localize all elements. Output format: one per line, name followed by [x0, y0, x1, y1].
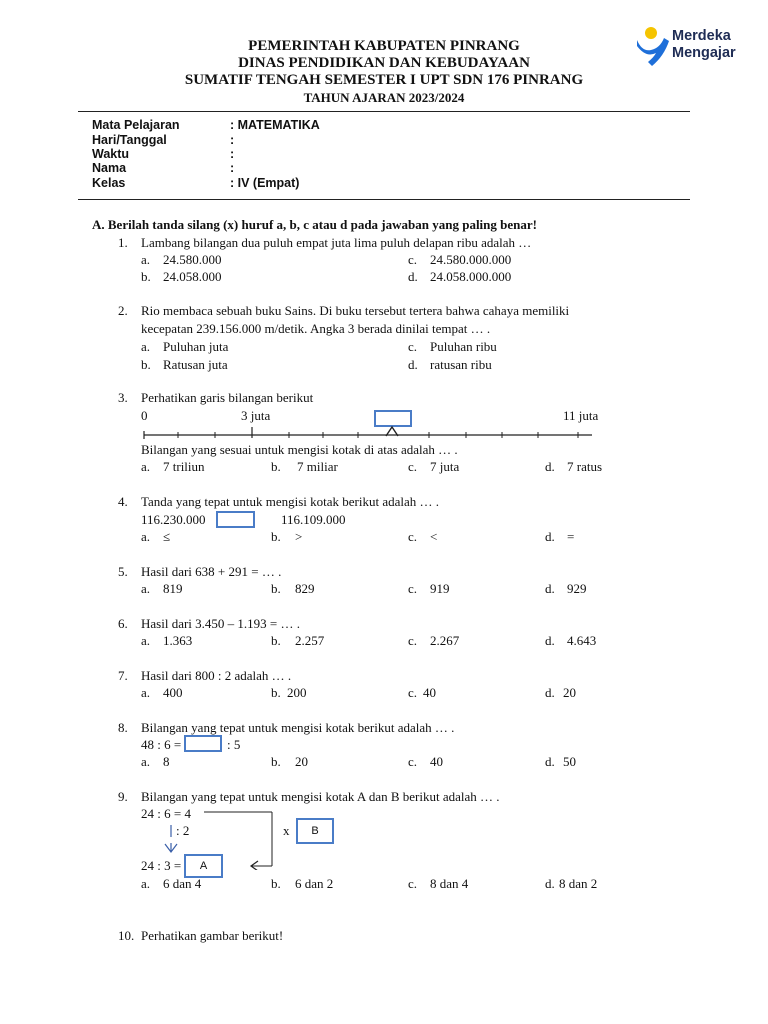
equation-answer-box: [184, 735, 222, 752]
option-letter: a.: [141, 529, 151, 544]
section-title: A. Berilah tanda silang (x) huruf a, b, c atau d pada jawaban yang paling benar!: [92, 217, 537, 232]
option-letter: c.: [408, 581, 418, 596]
option-letter: c.: [408, 459, 418, 474]
equation-divisor: : 2: [176, 823, 190, 838]
option-text: 40: [423, 685, 436, 700]
question-text: Lambang bilangan dua puluh empat juta lima puluh delapan ribu adalah …: [141, 235, 532, 250]
option-letter: a.: [141, 459, 151, 474]
question-text: Perhatikan gambar berikut!: [141, 928, 284, 943]
option-letter: a.: [141, 876, 151, 891]
option-text: 6 dan 4: [163, 876, 202, 891]
option-letter: c.: [408, 339, 418, 354]
option-letter: d.: [545, 876, 555, 891]
option-text: Ratusan juta: [163, 357, 228, 372]
answer-box-a-label: A: [199, 860, 208, 872]
option-letter: c.: [408, 685, 418, 700]
option-letter: b.: [271, 876, 281, 891]
option-letter: b.: [271, 529, 281, 544]
option-text: 50: [563, 754, 576, 769]
option-letter: b.: [271, 754, 281, 769]
option-text: 20: [563, 685, 576, 700]
question-number: 3.: [118, 390, 128, 405]
option-letter: d.: [408, 269, 418, 284]
option-letter: d.: [545, 685, 555, 700]
answer-box-b-label: B: [311, 825, 319, 837]
option-letter: c.: [408, 252, 418, 267]
question-text: Rio membaca sebuah buku Sains. Di buku tersebut tertera bahwa cahaya memiliki: [141, 303, 570, 318]
option-text: 929: [567, 581, 587, 596]
comparison-right-value: 116.109.000: [281, 512, 346, 527]
question-text: Perhatikan garis bilangan berikut: [141, 390, 314, 405]
option-letter: a.: [141, 252, 151, 267]
option-text: 819: [163, 581, 183, 596]
option-text: 7 ratus: [567, 459, 603, 474]
equation-first: 24 : 6 = 4: [141, 806, 191, 821]
option-text: 8: [163, 754, 170, 769]
option-text: 2.257: [295, 633, 325, 648]
option-letter: b.: [271, 459, 281, 474]
option-letter: b.: [271, 581, 281, 596]
question-number: 6.: [118, 616, 128, 631]
option-text: 20: [295, 754, 308, 769]
header-divider-top: [78, 111, 690, 112]
option-letter: d.: [545, 754, 555, 769]
logo-text-mengajar: Mengajar: [672, 45, 736, 61]
option-letter: c.: [408, 633, 418, 648]
option-text: Puluhan ribu: [430, 339, 497, 354]
info-label-date: Hari/Tanggal: [92, 133, 167, 147]
option-letter: a.: [141, 339, 151, 354]
equation-left: 48 : 6 =: [141, 737, 182, 752]
header-line-2: DINAS PENDIDIKAN DAN KEBUDAYAAN: [238, 55, 530, 71]
option-text: 7 juta: [430, 459, 460, 474]
option-letter: a.: [141, 685, 151, 700]
info-label-class: Kelas: [92, 176, 126, 190]
question-text: Bilangan yang tepat untuk mengisi kotak A dan B berikut adalah … .: [141, 789, 500, 804]
answer-box-b: [296, 818, 334, 844]
info-label-time: Waktu: [92, 147, 130, 161]
option-text: 400: [163, 685, 183, 700]
option-text: =: [567, 529, 575, 544]
option-text: 8 dan 4: [430, 876, 469, 891]
question-number: 1.: [118, 235, 128, 250]
option-letter: a.: [141, 633, 151, 648]
option-text: 1.363: [163, 633, 193, 648]
header-divider-bottom: [78, 199, 690, 200]
info-value-date: :: [230, 133, 235, 147]
question-number: 8.: [118, 720, 128, 735]
option-letter: c.: [408, 529, 418, 544]
info-value-time: :: [230, 147, 235, 161]
option-letter: d.: [545, 633, 555, 648]
question-number: 2.: [118, 303, 128, 318]
option-text: 2.267: [430, 633, 460, 648]
info-value-name: :: [230, 161, 235, 175]
question-number: 10.: [118, 928, 135, 943]
option-text: 7 triliun: [163, 459, 205, 474]
option-text: ratusan ribu: [430, 357, 492, 372]
option-letter: d.: [545, 529, 555, 544]
option-text: 8 dan 2: [559, 876, 598, 891]
question-number: 7.: [118, 668, 128, 683]
header-line-1: PEMERINTAH KABUPATEN PINRANG: [248, 38, 520, 54]
option-text: 6 dan 2: [295, 876, 334, 891]
option-text: 7 miliar: [297, 459, 338, 474]
option-text: 24.058.000.000: [430, 269, 512, 284]
option-text: <: [430, 529, 438, 544]
merdeka-mengajar-logo-icon: [634, 26, 670, 68]
question-text: Bilangan yang tepat untuk mengisi kotak berikut adalah … .: [141, 720, 455, 735]
equation-right: : 5: [227, 737, 241, 752]
question-text-line-2: Bilangan yang sesuai untuk mengisi kotak di atas adalah … .: [141, 442, 458, 457]
number-line-label-start: 0: [141, 408, 148, 423]
option-letter: b.: [271, 685, 281, 700]
diagram-arrows: [160, 810, 280, 870]
option-text: >: [295, 529, 303, 544]
info-value-subject: : MATEMATIKA: [230, 118, 320, 132]
option-letter: c.: [408, 876, 418, 891]
header-line-4: TAHUN AJARAN 2023/2024: [303, 90, 465, 105]
question-text: Tanda yang tepat untuk mengisi kotak berikut adalah … .: [141, 494, 440, 509]
question-text: Hasil dari 638 + 291 = … .: [141, 564, 282, 579]
option-letter: d.: [545, 581, 555, 596]
comparison-left-value: 116.230.000: [141, 512, 206, 527]
option-text: 24.580.000.000: [430, 252, 512, 267]
option-letter: b.: [141, 269, 151, 284]
option-text: 4.643: [567, 633, 597, 648]
comparison-answer-box: [216, 511, 255, 528]
number-line-label-mid: 3 juta: [241, 408, 271, 423]
info-label-name: Nama: [92, 161, 127, 175]
option-text: ≤: [163, 529, 171, 544]
equation-second: 24 : 3 =: [141, 858, 182, 873]
question-text-line-2: kecepatan 239.156.000 m/detik. Angka 3 berada dinilai tempat … .: [141, 321, 491, 336]
option-letter: a.: [141, 581, 151, 596]
option-letter: d.: [408, 357, 418, 372]
question-text: Hasil dari 3.450 – 1.193 = … .: [141, 616, 300, 631]
option-text: 829: [295, 581, 315, 596]
number-line: [140, 422, 600, 444]
option-letter: b.: [271, 633, 281, 648]
question-number: 5.: [118, 564, 128, 579]
number-line-label-end: 11 juta: [563, 408, 599, 423]
option-text: 919: [430, 581, 450, 596]
question-text: Hasil dari 800 : 2 adalah … .: [141, 668, 292, 683]
question-number: 9.: [118, 789, 128, 804]
option-text: 200: [287, 685, 307, 700]
option-text: 24.580.000: [163, 252, 222, 267]
header-line-3: SUMATIF TENGAH SEMESTER I UPT SDN 176 PINRANG: [184, 72, 584, 88]
option-text: 40: [430, 754, 443, 769]
option-letter: c.: [408, 754, 418, 769]
option-letter: b.: [141, 357, 151, 372]
option-letter: d.: [545, 459, 555, 474]
equation-multiplier: x: [283, 823, 290, 838]
option-letter: a.: [141, 754, 151, 769]
info-value-class: : IV (Empat): [230, 176, 300, 190]
logo-text-merdeka: Merdeka: [672, 28, 731, 44]
info-label-subject: Mata Pelajaran: [92, 118, 180, 132]
option-text: Puluhan juta: [163, 339, 229, 354]
question-number: 4.: [118, 494, 128, 509]
option-text: 24.058.000: [163, 269, 222, 284]
